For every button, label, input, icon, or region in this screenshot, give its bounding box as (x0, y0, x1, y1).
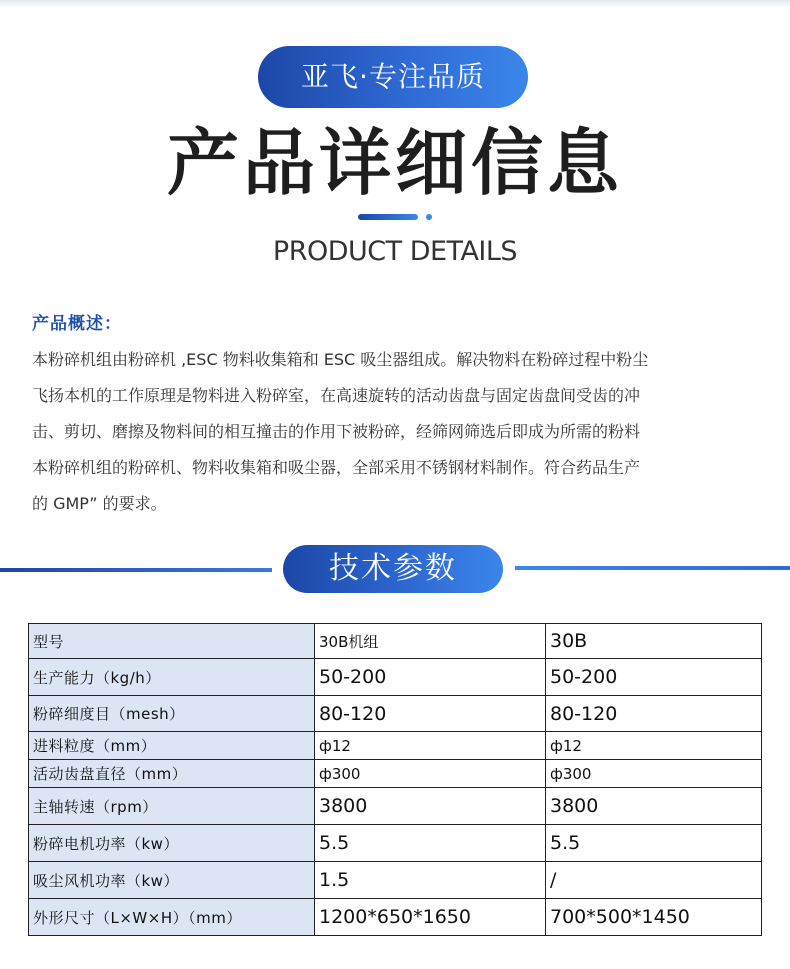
page-title: 产品详细信息 (166, 121, 623, 205)
section-rule-left (0, 568, 272, 572)
spec-value-single: 50-200 (546, 659, 762, 696)
table-row (29, 659, 762, 696)
overview-text (32, 342, 767, 522)
spec-value-single: 80-120 (546, 696, 762, 732)
spec-value-unit: 50-200 (315, 659, 546, 696)
spec-label: 活动齿盘直径（mm） (29, 760, 315, 788)
spec-value-unit: ф300 (315, 760, 546, 788)
spec-label: 粉碎细度目（mesh） (29, 696, 315, 732)
spec-value-unit: 1.5 (315, 862, 546, 899)
title-divider (358, 212, 438, 222)
spec-label: 外形尺寸（L×W×H）（mm） (29, 899, 315, 936)
spec-value-unit: 5.5 (315, 825, 546, 862)
table-row (29, 696, 762, 732)
table-row (29, 899, 762, 936)
table-row (29, 825, 762, 862)
page-subtitle: PRODUCT DETAILS (272, 236, 518, 267)
overview-line: 本粉碎机组的粉碎机、物料收集箱和吸尘器，全部采用不锈钢材料制作。符合药品生产 (32, 458, 641, 477)
overview-heading: 产品概述： (32, 314, 122, 334)
table-row (29, 788, 762, 825)
specs-heading: 技术参数 (283, 545, 503, 593)
spec-value-single: 700*500*1450 (546, 899, 762, 936)
table-row (29, 862, 762, 899)
spec-label: 主轴转速（rpm） (29, 788, 315, 825)
spec-label: 吸尘风机功率（kw） (29, 862, 315, 899)
spec-value-unit: 3800 (315, 788, 546, 825)
brand-badge: 亚飞·专注品质 (258, 46, 528, 108)
divider-bar (358, 214, 418, 220)
spec-value-single: 5.5 (546, 825, 762, 862)
top-border (0, 0, 790, 8)
spec-label: 粉碎电机功率（kw） (29, 825, 315, 862)
spec-table (28, 623, 762, 936)
table-row (29, 732, 762, 760)
table-row (29, 760, 762, 788)
spec-value-single: 30B (546, 624, 762, 659)
spec-value-single: / (546, 862, 762, 899)
spec-value-unit: ф12 (315, 732, 546, 760)
divider-dot (426, 214, 432, 220)
spec-value-single: ф12 (546, 732, 762, 760)
spec-label: 生产能力（kg/h） (29, 659, 315, 696)
overview-line: 本粉碎机组由粉碎机 ,ESC 物料收集箱和 ESC 吸尘器组成。解决物料在粉碎过程中粉尘 (32, 350, 649, 369)
table-row (29, 624, 762, 659)
spec-value-single: 3800 (546, 788, 762, 825)
overview-line: 飞扬本机的工作原理是物料进入粉碎室，在高速旋转的活动齿盘与固定齿盘间受齿的冲 (32, 386, 641, 405)
overview-line: 的 GMP” 的要求。 (32, 494, 167, 513)
spec-value-unit: 30B机组 (315, 624, 546, 659)
spec-value-unit: 80-120 (315, 696, 546, 732)
section-rule-right (515, 566, 790, 570)
spec-value-unit: 1200*650*1650 (315, 899, 546, 936)
spec-value-single: ф300 (546, 760, 762, 788)
spec-label: 进料粒度（mm） (29, 732, 315, 760)
overview-line: 击、剪切、磨擦及物料间的相互撞击的作用下被粉碎，经筛网筛选后即成为所需的粉料 (32, 422, 641, 441)
spec-label: 型号 (29, 624, 315, 659)
